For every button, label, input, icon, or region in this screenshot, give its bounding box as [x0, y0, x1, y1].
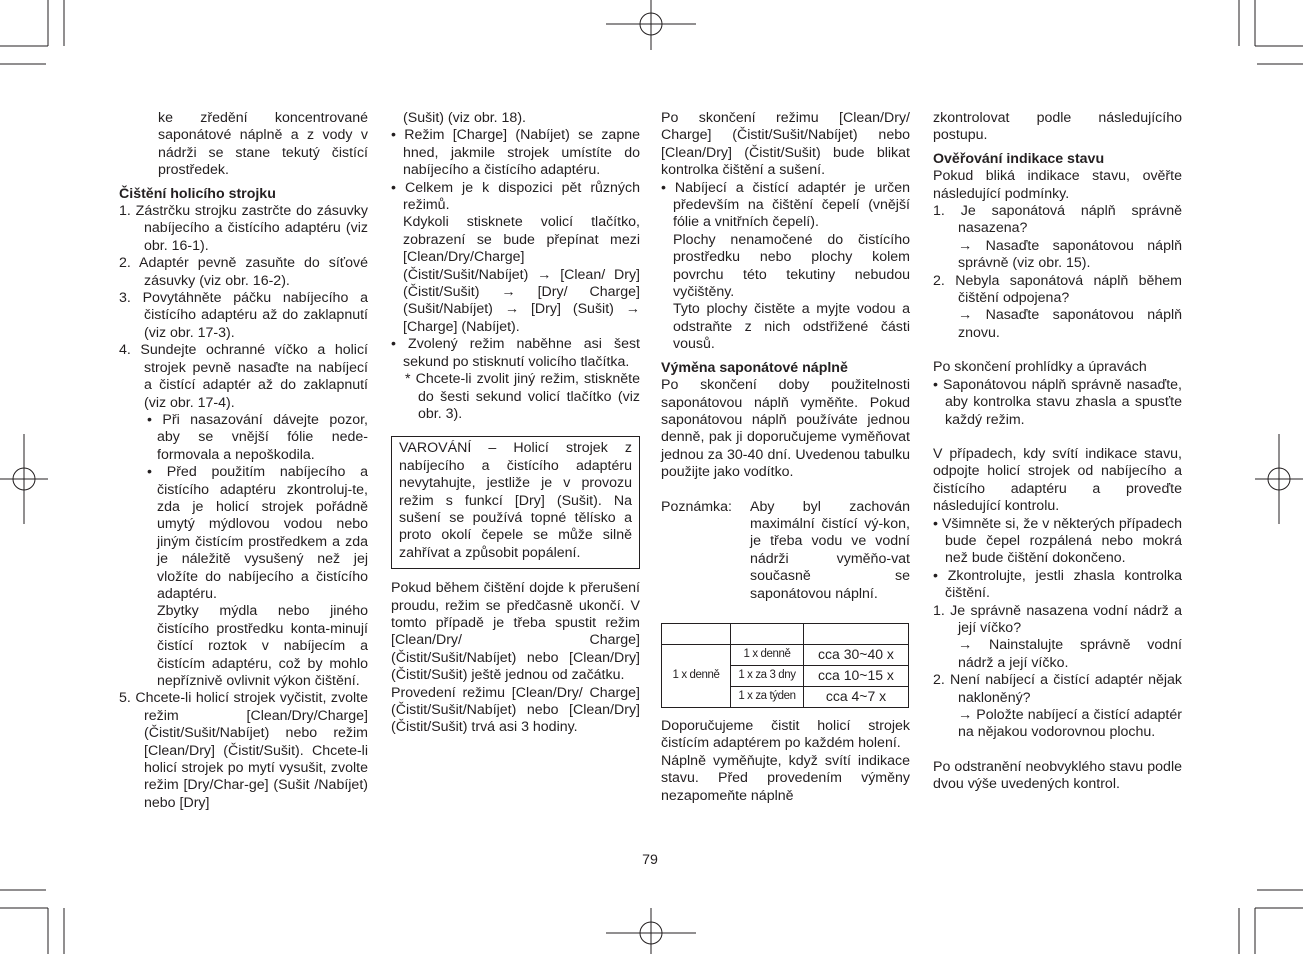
warning-text: VAROVÁNÍ – Holicí strojek z nabíjecího a čistícího adaptéru nevytahujte, jestliže je v provozu režim s funkcí [Dry] (Sušit). Na sušení se používá topné tělísko a proto okolí čepele se může silně zahřívat a způsobit popálení.	[399, 440, 632, 561]
bullet-five-modes: • Celkem je k dispozici pět různých režimů.	[391, 179, 640, 214]
bullet-reinsert-cartridge: • Saponátovou náplň správně nasaďte, aby kontrolka stavu zhasla a spusťte každý režim.	[933, 376, 1182, 428]
note-label: Poznámka:	[661, 498, 732, 515]
check-answer-1: → Nasaďte saponátovou náplň správně (viz obr. 15).	[958, 237, 1182, 272]
table-row-label: 1 x denně	[662, 644, 731, 707]
table-freq: 1 x za týden	[731, 686, 804, 707]
resolution-text: Po odstranění neobvyklého stavu podle dvou výše uvedených kontrol.	[933, 758, 1182, 793]
check-question-1: 1. Je saponátová náplň správně nasazena?	[933, 203, 1182, 237]
table-value: cca 4~7 x	[804, 686, 909, 707]
indicator-lit-text: V případech, kdy svítí indikace stavu, odpojte holicí strojek od nabíjecího a čistícího adaptéru a proveďte následující kontrolu.	[933, 445, 1182, 515]
table-header-row	[662, 623, 909, 644]
bullet-check-lamp: • Zkontrolujte, jestli zhasla kontrolka čištění.	[933, 567, 1182, 602]
step-5-continued: (Sušit) (viz obr. 18).	[403, 110, 526, 126]
table-freq: 1 x za 3 dny	[731, 665, 804, 686]
warning-box	[391, 436, 640, 569]
step-1: 1. Zástrčku strojku zastrčte do zásuvky nabíjecího a čistícího adaptéru (viz obr. 16-1).	[119, 203, 368, 254]
table-row	[662, 644, 909, 665]
registration-mark-bottom	[606, 908, 696, 954]
column-3	[661, 110, 910, 805]
table-value: cca 30~40 x	[804, 644, 909, 665]
section-heading-cleaning: Čištění holicího strojku	[119, 185, 276, 202]
step-2: 2. Adaptér pevně zasuňte do síťové zásuvky (viz obr. 16-2).	[119, 255, 368, 289]
bullet-hot-blade: • Všimněte si, že v některých případech bude čepel rozpálená nebo mokrá než bude čištění dokončeno.	[933, 515, 1182, 567]
bullet-charge-mode: • Režim [Charge] (Nabíjet) se zapne hned, jakmile strojek umístíte do nabíjecího a čistícího adaptéru.	[391, 127, 640, 179]
check-answer-3: → Nainstalujte správně vodní nádrž a její víčko.	[958, 637, 1182, 671]
after-check-text: Po skončení prohlídky a úpravách	[933, 359, 1147, 376]
section-heading-replacement: Výměna saponátové náplně	[661, 359, 848, 376]
bullet-soap-residue: Zbytky mýdla nebo jiného čistícího prostředku konta-minují čistící roztok v nabíjecím a čistícím adaptéru, což by mohlo nepříznivě ovlivnit výkon čištění.	[157, 603, 368, 689]
registration-mark-left	[0, 434, 48, 524]
step-5: 5. Chcete-li holicí strojek vyčistit, zvolte režim [Clean/Dry/Charge] (Čistit/Sušit/Nabíjet) nebo režim [Clean/Dry] (Čistit/Sušit). Chcete-li holicí strojek po mytí vysušit, zvolte režim [Dry/Char-ge] (Sušit /Nabíjet) nebo [Dry]	[119, 690, 368, 811]
bullet-adapter-purpose: • Nabíjecí a čistící adaptér je určen především na čištění čepelí (vnější fólie a vnitřních čepelí).	[661, 179, 910, 231]
check-answer-2: → Nasaďte saponátovou náplň znovu.	[958, 307, 1182, 341]
registration-mark-top	[606, 0, 696, 50]
note-change-mode: * Chcete-li zvolit jiný režim, stiskněte do šesti sekund volicí tlačítko (viz obr. 3).	[405, 371, 640, 422]
check-question-3: 1. Je správně nasazena vodní nádrž a její víčko?	[933, 602, 1182, 636]
recommendation-text: Doporučujeme čistit holicí strojek čistícím adaptérem po každém holení.	[661, 717, 910, 752]
power-interrupt-text: Pokud během čištění dojde k přerušení proudu, režim se předčasně ukončí. V tomto případě je třeba spustit režim [Clean/Dry/ Charge] (Čistit/Sušit/Nabíjet) nebo [Clean/Dry] (Čistit/Sušit) ještě jednou od začátku.	[391, 580, 640, 684]
check-question-2: 2. Nebyla saponátová náplň během čištění odpojena?	[933, 272, 1182, 307]
bullet-foil-care: • Při nasazování dávejte pozor, aby se vnější fólie nede-formovala a nepoškodila.	[147, 411, 368, 463]
indicator-blink-text: Po skončení režimu [Clean/Dry/ Charge] (Čistit/Sušit/Nabíjet) nebo [Clean/Dry] (Čistit/Sušit) bude blikat kontrolka čištění a sušení.	[661, 110, 910, 179]
check-question-4: 2. Není nabíjecí a čistící adaptér nějak nakloněný?	[933, 672, 1182, 706]
note-block	[661, 499, 910, 603]
table-freq: 1 x denně	[731, 644, 804, 665]
column-2	[391, 110, 640, 737]
bullet-wash-areas: Tyto plochy čistěte a myjte vodou a odstraňte z nich odstřižené části vousů.	[673, 301, 910, 353]
note-text: Aby byl zachován maximální čistící vý-kon, je třeba vodu ve vodní nádrži vyměňo-vat současně se saponátovou náplní.	[750, 498, 910, 602]
step-3: 3. Povytáhněte páčku nabíjecího a čistícího adaptéru až do zaklapnutí (viz obr. 17-3).	[119, 290, 368, 341]
column-1	[119, 110, 368, 812]
replacement-text: Po skončení doby použitelnosti saponátovou náplň vyměňte. Pokud saponátovou náplň používáte jednou denně, pak ji doporučujeme vyměňovat jednou za 30-40 dní. Uvedenou tabulku použijte jako vodítko.	[661, 377, 910, 481]
bullet-unsoaked-areas: Plochy nenamočené do čistícího prostředku nebo plochy kolem povrchu této tekutiny nebudou vyčištěny.	[673, 231, 910, 301]
replace-when-text: Náplně vyměňujte, když svítí indikace stavu. Před provedením výměny nezapomeňte náplně	[661, 752, 910, 804]
section-heading-status-check: Ověřování indikace stavu	[933, 150, 1105, 167]
intro-text: ke zředění koncentrované saponátové náplně a z vody v nádrži se stane tekutý čistící prostředek.	[158, 110, 368, 179]
duration-text: Provedení režimu [Clean/Dry/ Charge] (Čistit/Sušit/Nabíjet) nebo [Clean/Dry] (Čistit/Sušit) trvá asi 3 hodiny.	[391, 684, 640, 736]
table-value: cca 10~15 x	[804, 665, 909, 686]
check-intro-text: zkontrolovat podle následujícího postupu.	[933, 110, 1182, 144]
mode-cycle-text: Kdykoli stisknete volicí tlačítko, zobrazení se bude přepínat mezi [Clean/Dry/Charge] (Čistit/Sušit/Nabíjet) → [Clean/ Dry] (Čistit/Sušit) → [Dry/ Charge] (Sušit/Nabíjet) → [Dry] (Sušit) → [Charge] (Nabíjet).	[403, 214, 640, 335]
bullet-check-washed: • Před použitím nabíjecího a čistícího adaptéru zkontroluj-te, zda je holicí strojek pořádně umytý mýdlovou vodou nebo jiným čistícím prostředkem a zda je náležitě vysušený než jej vložíte do nabíjecího a čistícího adaptéru.	[147, 464, 368, 602]
column-4	[933, 110, 1182, 794]
usage-table	[661, 623, 909, 708]
check-answer-4: → Položte nabíjecí a čistící adaptér na nějakou vodorovnou plochu.	[958, 707, 1182, 741]
status-check-text: Pokud bliká indikace stavu, ověřte následující podmínky.	[933, 168, 1182, 202]
bullet-mode-start: • Zvolený režim naběhne asi šest sekund po stisknutí volicího tlačítka.	[391, 336, 640, 370]
registration-mark-right	[1255, 434, 1303, 524]
page-number: 79	[642, 852, 658, 868]
step-4: 4. Sundejte ochranné víčko a holicí strojek pevně nasaďte na nabíjecí a čistící adaptér až do zaklapnutí (viz obr. 17-4).	[119, 342, 368, 411]
